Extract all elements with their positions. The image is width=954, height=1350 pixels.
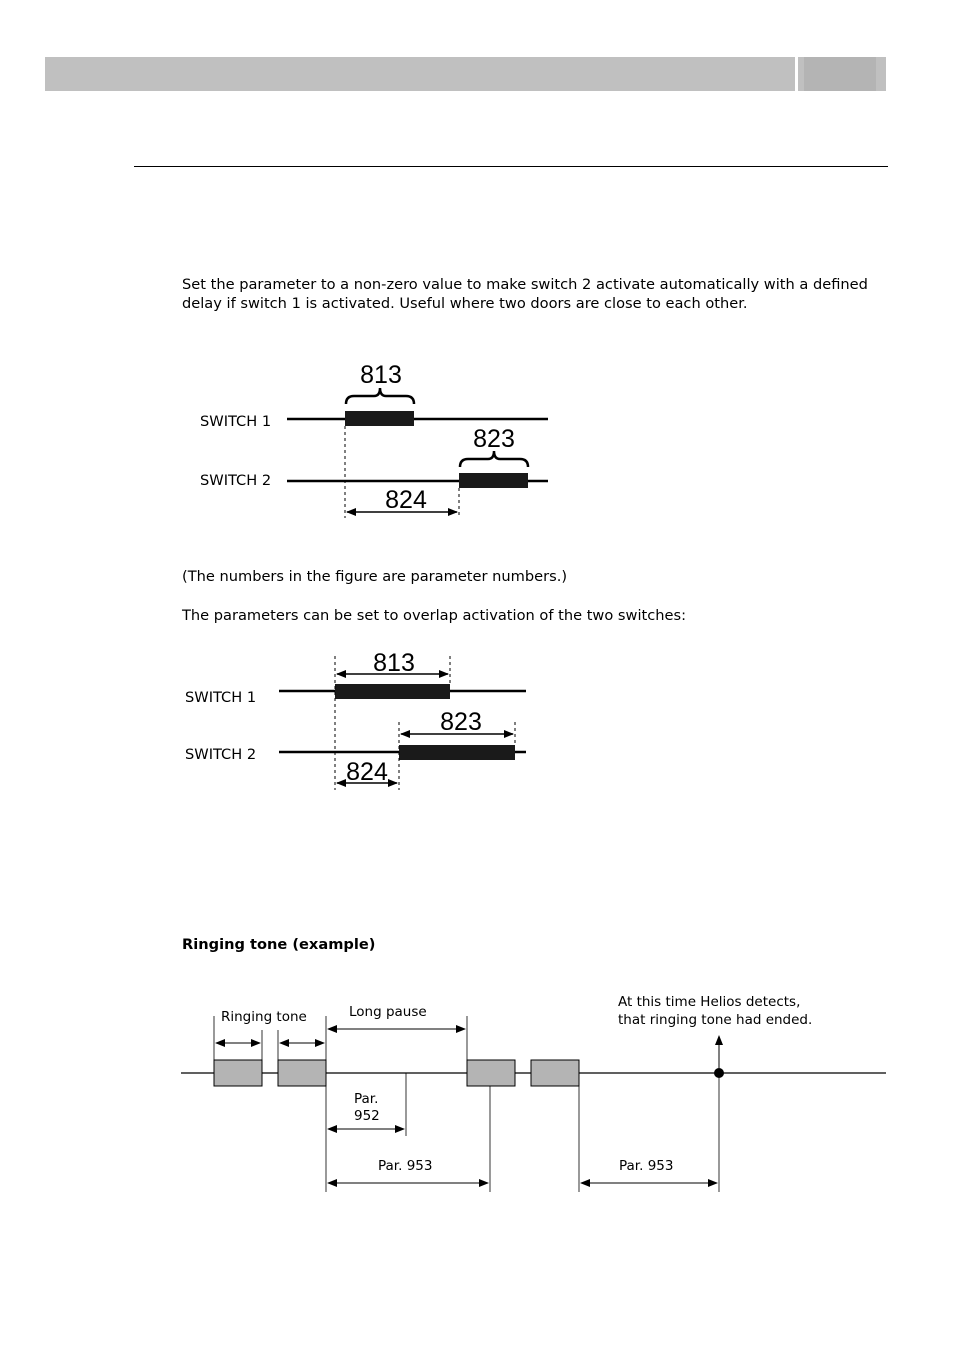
switch1-label: SWITCH 1: [200, 413, 272, 430]
switch1-label-2: SWITCH 1: [185, 689, 257, 706]
detect-note-line1: At this time Helios detects,: [618, 994, 801, 1010]
timing-diagram-overlap: [185, 649, 526, 790]
switch2-pulse-2: [399, 745, 515, 760]
ringing-tone-diagram: [181, 994, 886, 1192]
detection-point: [714, 1068, 724, 1078]
switch1-pulse-2: [335, 684, 450, 699]
ring-burst-2: [278, 1060, 326, 1086]
param-813-label: 813: [360, 361, 402, 389]
ring-burst-1: [214, 1060, 262, 1086]
ringing-tone-label: Ringing tone: [221, 1009, 307, 1025]
switch2-pulse: [459, 473, 528, 488]
overlap-paragraph: The parameters can be set to overlap activation of the two switches:: [182, 607, 687, 624]
par952-label-line2: 952: [354, 1108, 380, 1124]
param-824-label: 824: [385, 486, 427, 514]
ring-burst-4: [531, 1060, 579, 1086]
timing-diagram-sequential: [200, 361, 548, 518]
ring-burst-3: [467, 1060, 515, 1086]
detect-note-line2: that ringing tone had ended.: [618, 1012, 813, 1028]
ringing-heading: Ringing tone (example): [182, 936, 376, 953]
param-813-label-2: 813: [373, 649, 415, 677]
brace-823: [460, 451, 528, 467]
long-pause-label: Long pause: [349, 1004, 427, 1020]
param-823-label-2: 823: [440, 708, 482, 736]
param-823-label: 823: [473, 425, 515, 453]
switch1-pulse: [345, 411, 414, 426]
figure-note: (The numbers in the figure are parameter numbers.): [182, 568, 568, 585]
par953-label-2: Par. 953: [619, 1158, 674, 1174]
par952-label-line1: Par.: [354, 1091, 379, 1107]
switch2-label-2: SWITCH 2: [185, 746, 257, 763]
intro-paragraph: Set the parameter to a non-zero value to make switch 2 activate automatically with a defined delay if switch 1 is activated. Useful where two doors are close to each other.: [182, 276, 868, 312]
par953-label-1: Par. 953: [378, 1158, 433, 1174]
brace-813: [346, 388, 414, 404]
param-824-label-2: 824: [346, 758, 388, 786]
switch2-label: SWITCH 2: [200, 472, 272, 489]
